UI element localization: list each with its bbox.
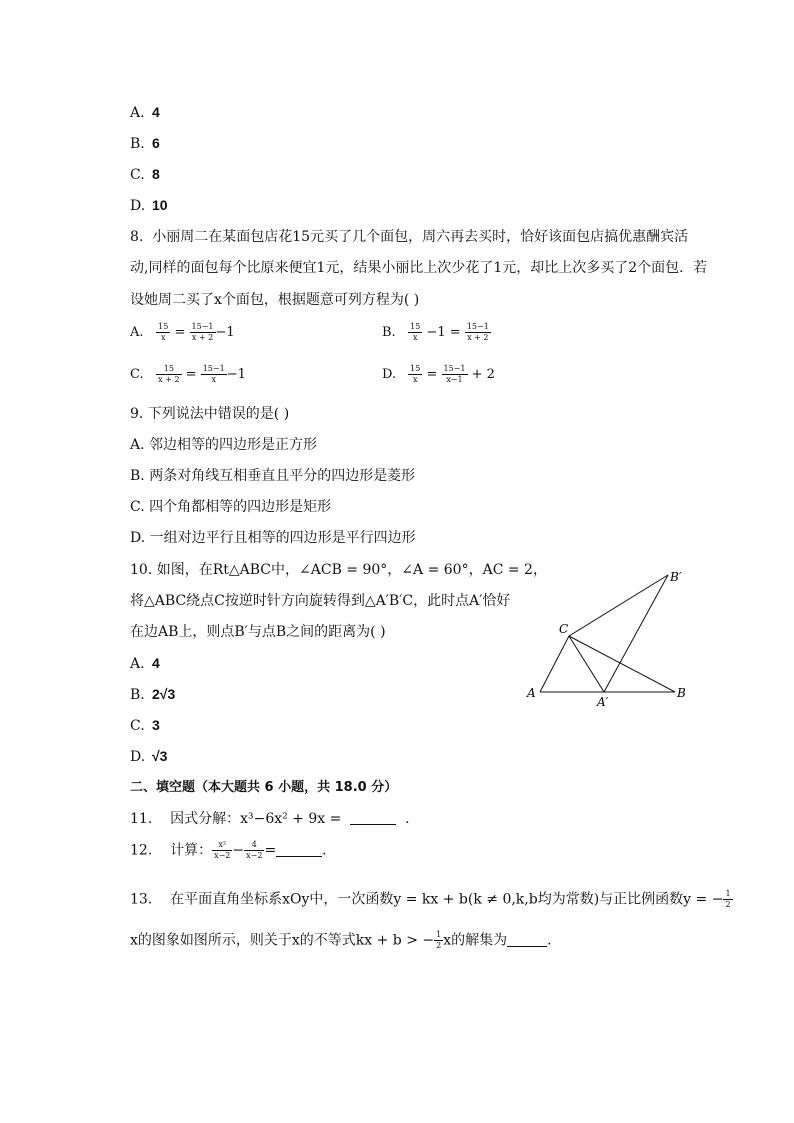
q10-option-c: C. 3 bbox=[130, 717, 160, 734]
q7-option-a: A. 4 bbox=[130, 104, 160, 121]
q7-option-c: C. 8 bbox=[130, 166, 160, 183]
q8-option-d: D. $\frac{15}{x}$ = $\frac{15-1}{x-1}$ + 2 bbox=[382, 364, 495, 384]
q11: 11. 因式分解：x³−6x² + 9x = . bbox=[130, 811, 410, 827]
q10-option-d: D. √3 bbox=[130, 748, 168, 765]
label-b-prime: B′ bbox=[670, 570, 682, 584]
q13-answer-blank[interactable] bbox=[507, 932, 547, 947]
q10-line1: 10. 如图，在Rt△ABC中，∠ACB = 90°，∠A = 60°，AC = 2， bbox=[130, 562, 547, 578]
segment-cb bbox=[569, 636, 675, 692]
q13-line2: x的图象如图所示，则关于x的不等式kx + b > − $\frac{1}{2}$ x的解集为 . bbox=[130, 930, 552, 950]
segment-ca-prime bbox=[569, 636, 604, 692]
segment-cb-prime bbox=[569, 575, 668, 636]
q9-option-d: D. 一组对边平行且相等的四边形是平行四边形 bbox=[130, 530, 416, 546]
q12: 12. 计算： $\frac{\text{x²}}{x-2}$ − $\frac{4}{x-2}$ = . bbox=[130, 840, 327, 860]
segment-ac bbox=[540, 636, 569, 692]
q7-option-b: B. 6 bbox=[130, 135, 160, 152]
label-c: C bbox=[559, 622, 569, 636]
q8-option-a: A. $\frac{15}{x}$ = $\frac{15-1}{x + 2}$ −1 bbox=[130, 322, 235, 342]
q7-option-d: D. 10 bbox=[130, 197, 168, 214]
q10-option-a: A. 4 bbox=[130, 655, 160, 672]
q8-option-b: B. $\frac{15}{x}$ −1 = $\frac{15-1}{x + 2}$ bbox=[382, 322, 489, 342]
label-a: A bbox=[527, 686, 536, 700]
q10-line2: 将△ABC绕点C按逆时针方向旋转得到△A′B′C，此时点A′恰好 bbox=[130, 593, 511, 609]
segment-a-prime-b-prime bbox=[604, 575, 668, 692]
label-a-prime: A′ bbox=[597, 695, 609, 709]
q9-option-b: B. 两条对角线互相垂直且平分的四边形是菱形 bbox=[130, 468, 416, 484]
q10-option-b: B. 2√3 bbox=[130, 686, 176, 703]
q12-answer-blank[interactable] bbox=[276, 842, 322, 857]
q13-line1: 13. 在平面直角坐标系xOy中，一次函数y = kx + b(k ≠ 0,k,b均为常数)与正比例函数y = − $\frac{1}{2}$ bbox=[130, 889, 731, 909]
label-b: B bbox=[677, 686, 686, 700]
q8-option-c: C. $\frac{15}{x + 2}$ = $\frac{15-1}{x}$ −1 bbox=[130, 364, 246, 384]
q8-line2: 动,同样的面包每个比原来便宜1元，结果小丽比上次少花了1元，却比上次多买了2个面包．若 bbox=[130, 260, 708, 276]
q9-option-a: A. 邻边相等的四边形是正方形 bbox=[130, 437, 318, 453]
q10-line3: 在边AB上，则点B′与点B之间的距离为( ) bbox=[130, 624, 386, 640]
q9-option-c: C. 四个角都相等的四边形是矩形 bbox=[130, 499, 332, 515]
q8-line3: 设她周二买了x个面包，根据题意可列方程为( ) bbox=[130, 292, 420, 308]
section-2-heading: 二、填空题（本大题共 6 小题，共 18.0 分） bbox=[130, 780, 398, 795]
q10-figure bbox=[520, 565, 695, 715]
q9-stem: 9. 下列说法中错误的是( ) bbox=[130, 406, 290, 422]
q8-line1: 8. 小丽周二在某面包店花15元买了几个面包，周六再去买时，恰好该面包店搞优惠酬宾活 bbox=[130, 229, 689, 245]
q11-answer-blank[interactable] bbox=[350, 810, 396, 825]
